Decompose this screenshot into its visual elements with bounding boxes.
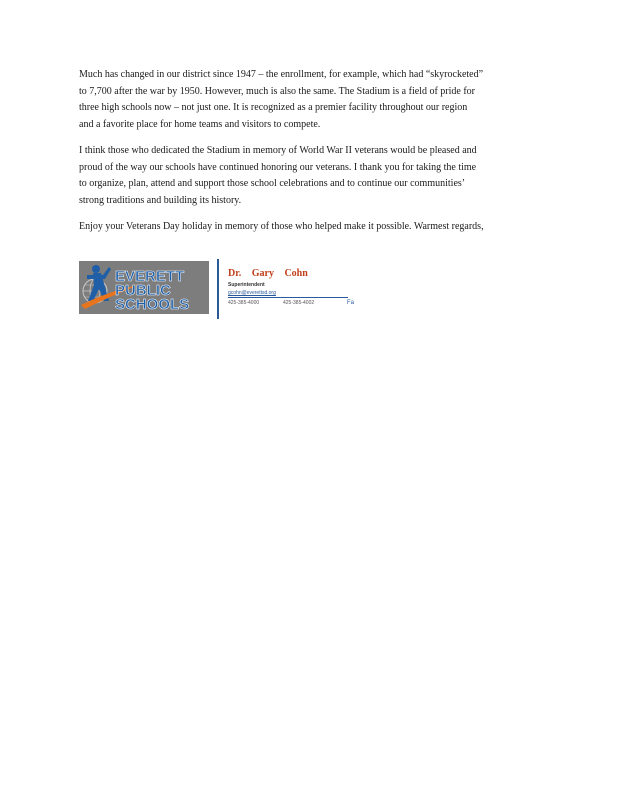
text-line: and a favorite place for home teams and visitors to compete.	[79, 118, 321, 130]
text-line: to organize, plan, attend and support those school celebrations and to continue our communities’	[79, 178, 466, 189]
signature-phone-2: 425-385-4002	[283, 300, 315, 306]
text-line: proud of the way our schools have continued honoring our veterans. I thank you for taking the time	[79, 161, 477, 173]
text-line: three high schools now – not just one. It is recognized as a premier facility throughout our region	[79, 102, 468, 113]
logo-text-line3: SCHOOLS	[115, 296, 190, 313]
signature-phone: 425-385-4000	[228, 300, 260, 306]
paragraph-history	[79, 67, 549, 133]
text-line: Enjoy your Veterans Day holiday in memory of those who helped make it possible. Warmest regards,	[79, 221, 484, 232]
logo-text-line2: PUBLIC	[115, 282, 171, 299]
signature-email-link[interactable]: gcohn@everettsd.org	[228, 290, 276, 296]
email-signature	[79, 259, 379, 321]
signature-fax-label: Fa	[347, 300, 355, 306]
logo-graphic	[79, 261, 209, 314]
everett-public-schools-logo	[79, 261, 209, 314]
paragraph-veterans	[79, 143, 549, 209]
text-line: to 7,700 after the war by 1950. However, much is also the same. The Stadium is a field of pride for	[79, 85, 475, 97]
text-line: Much has changed in our district since 1947 – the enrollment, for example, which had “skyrocketed”	[79, 69, 484, 80]
signature-divider	[217, 259, 219, 319]
signature-name: Dr. Gary Cohn	[228, 268, 308, 279]
text-line: strong traditions and building its history.	[79, 194, 242, 206]
text-line: I think those who dedicated the Stadium in memory of World War II veterans would be pleased and	[79, 145, 477, 156]
paragraph-closing	[79, 219, 549, 236]
logo-text-line1: EVERETT	[115, 268, 185, 285]
signature-rule	[228, 297, 348, 298]
signature-title: Superintendent	[228, 282, 265, 288]
